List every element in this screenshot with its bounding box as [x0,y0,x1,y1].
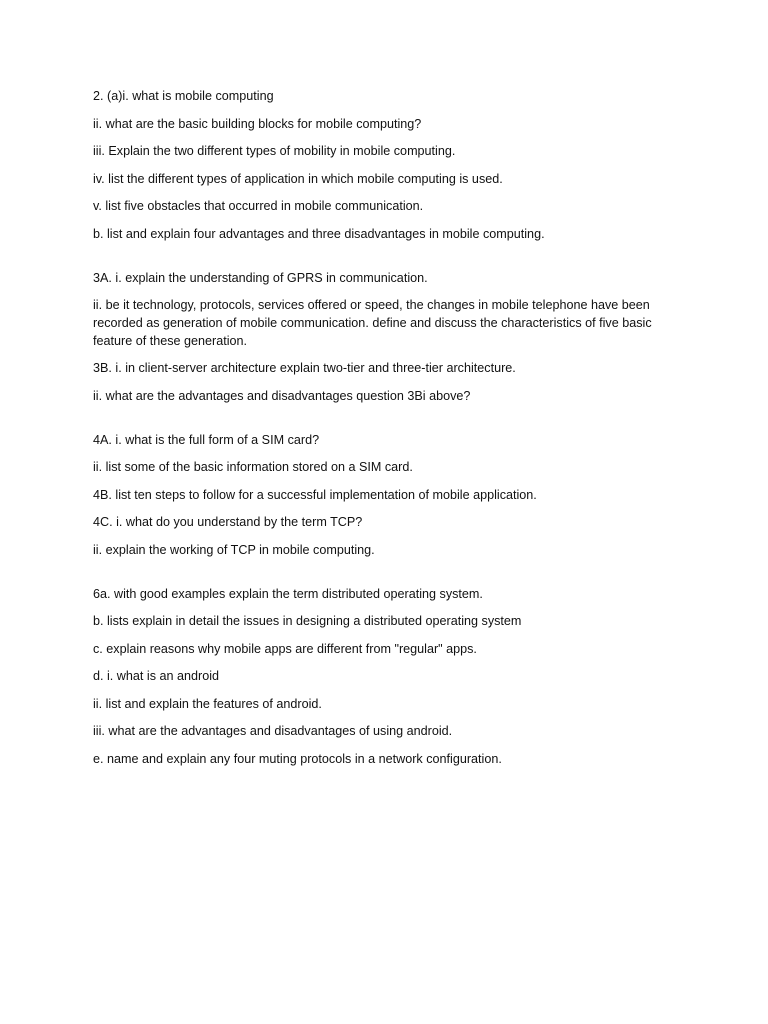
question-line: ii. what are the advantages and disadvantages question 3Bi above? [93,388,471,403]
question-line: iii. Explain the two different types of mobility in mobile computing. [93,144,456,158]
question-line: ii. be it technology, protocols, services offered or speed, the changes in mobile telephone have been recorded as generation of mobile communication. define and discuss the characteristics of five basic feature of these generation. [93,298,652,348]
question-line: 4C. i. what do you understand by the term TCP? [93,515,363,529]
question-group-6 [93,585,693,768]
question-line: b. lists explain in detail the issues in designing a distributed operating system [93,614,522,628]
question-line: 4B. list ten steps to follow for a successful implementation of mobile application. [93,487,537,502]
question-line: 2. (a)i. what is mobile computing [93,89,274,103]
document-body [93,87,693,777]
question-line: ii. list and explain the features of android. [93,696,322,711]
question-line: b. list and explain four advantages and three disadvantages in mobile computing. [93,226,545,241]
question-group-2 [93,87,693,243]
question-group-4 [93,431,693,559]
question-line: 4A. i. what is the full form of a SIM card? [93,432,320,447]
question-line: ii. list some of the basic information stored on a SIM card. [93,460,413,474]
question-line: 3B. i. in client-server architecture explain two-tier and three-tier architecture. [93,361,516,375]
question-line: iv. list the different types of application in which mobile computing is used. [93,171,503,186]
question-line: e. name and explain any four muting protocols in a network configuration. [93,751,502,766]
question-line: ii. explain the working of TCP in mobile computing. [93,542,375,557]
question-line: iii. what are the advantages and disadvantages of using android. [93,724,453,738]
question-line: ii. what are the basic building blocks for mobile computing? [93,116,422,131]
question-line: 6a. with good examples explain the term distributed operating system. [93,586,483,601]
question-line: 3A. i. explain the understanding of GPRS in communication. [93,270,428,285]
question-group-3 [93,269,693,405]
question-line: d. i. what is an android [93,669,220,683]
question-line: c. explain reasons why mobile apps are different from "regular" apps. [93,641,477,656]
question-line: v. list five obstacles that occurred in mobile communication. [93,199,424,213]
